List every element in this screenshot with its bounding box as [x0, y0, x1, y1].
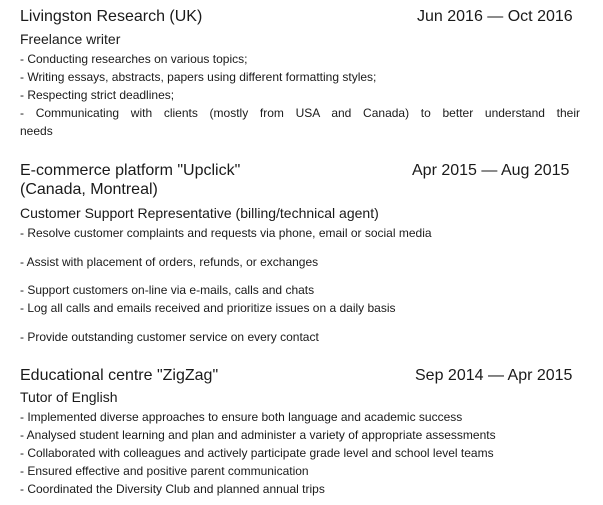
duty-item: - Ensured effective and positive parent communication: [20, 464, 309, 478]
job-header: [20, 161, 580, 199]
duty-item: - Implemented diverse approaches to ensure both language and academic success: [20, 410, 463, 424]
company-name-line2: (Canada, Montreal): [20, 181, 158, 198]
duty-item: - Support customers on-line via e-mails, calls and chats: [20, 283, 315, 297]
duty-item: - Respecting strict deadlines;: [20, 88, 175, 102]
company-name-line1: E-commerce platform "Upclick": [20, 162, 241, 179]
duty-item: - Writing essays, abstracts, papers using different formatting styles;: [20, 70, 377, 84]
duty-item: needs: [20, 124, 53, 138]
company-name: [20, 161, 240, 199]
employment-dates: Sep 2014 — Apr 2015: [415, 367, 573, 384]
duties-list: [20, 224, 580, 346]
job-title: Customer Support Representative (billing/technical agent): [20, 205, 379, 221]
job-header: [20, 366, 580, 388]
company-name: Livingston Research (UK): [20, 8, 203, 25]
job-title: Freelance writer: [20, 31, 121, 47]
duty-item: - Provide outstanding customer service on every contact: [20, 330, 319, 344]
duty-item: - Collaborated with colleagues and actively participate grade level and school level teams: [20, 446, 494, 460]
duties-list: [20, 408, 580, 498]
duty-item: - Log all calls and emails received and prioritize issues on a daily basis: [20, 301, 396, 315]
employment-dates: Apr 2015 — Aug 2015: [412, 162, 570, 179]
duty-item: - Resolve customer complaints and requests via phone, email or social media: [20, 226, 432, 240]
duties-list: [20, 50, 580, 140]
duty-item: - Coordinated the Diversity Club and planned annual trips: [20, 482, 325, 496]
duty-item: - Conducting researches on various topics;: [20, 52, 248, 66]
job-livingston-research: [20, 7, 580, 140]
duty-item: - Communicating with clients (mostly from USA and Canada) to better understand their: [20, 106, 580, 120]
job-title: Tutor of English: [20, 389, 118, 405]
job-header: [20, 7, 580, 29]
duty-item: - Analysed student learning and plan and administer a variety of appropriate assessments: [20, 428, 496, 442]
company-name: Educational centre "ZigZag": [20, 367, 219, 384]
employment-dates: Jun 2016 — Oct 2016: [417, 8, 573, 25]
job-upclick: [20, 161, 580, 346]
duty-item: - Assist with placement of orders, refunds, or exchanges: [20, 255, 319, 269]
job-zigzag: [20, 366, 580, 498]
